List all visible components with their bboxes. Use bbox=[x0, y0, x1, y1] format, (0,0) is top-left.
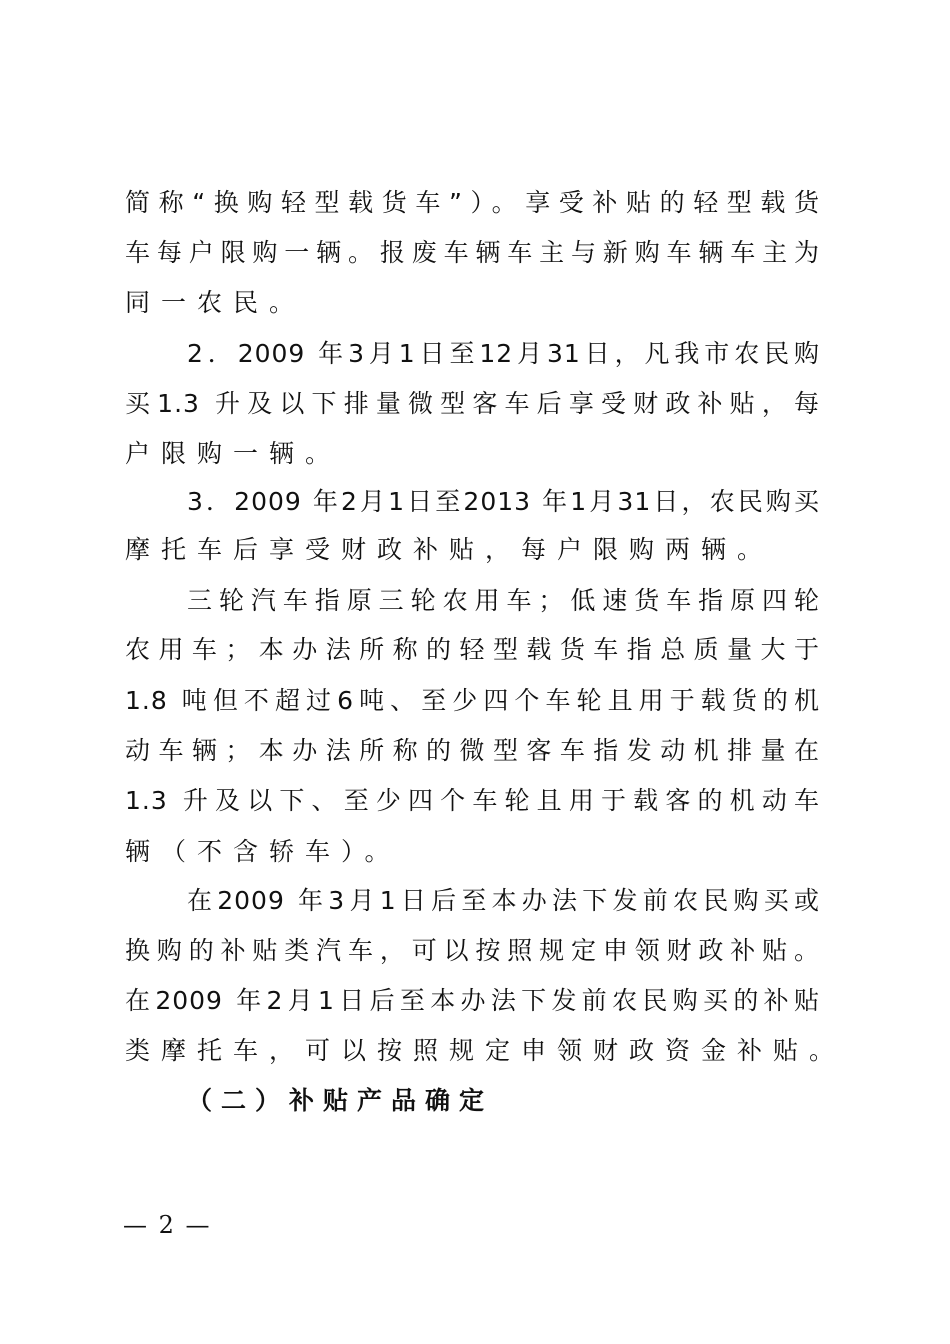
text-line: 在2009 年3月1日后至本办法下发前农民购买或 bbox=[187, 886, 820, 915]
text-line: 同一农民。 bbox=[125, 288, 306, 317]
text-line: 3．2009 年2月1日至2013 年1月31日，农民购买 bbox=[187, 487, 820, 516]
text-line: 三轮汽车指原三轮农用车；低速货车指原四轮 bbox=[187, 586, 820, 615]
text-line: 车每户限购一辆。报废车辆车主与新购车辆车主为 bbox=[125, 238, 820, 267]
text-line: 换购的补贴类汽车，可以按照规定申领财政补贴。 bbox=[125, 936, 820, 965]
text-line: 买1.3 升及以下排量微型客车后享受财政补贴，每 bbox=[125, 389, 820, 418]
text-line: 1.3 升及以下、至少四个车轮且用于载客的机动车 bbox=[125, 786, 820, 815]
text-line: 辆（不含轿车）。 bbox=[125, 837, 401, 866]
text-line: 1.8 吨但不超过6吨、至少四个车轮且用于载货的机 bbox=[125, 686, 820, 715]
section-heading: （二）补贴产品确定 bbox=[187, 1086, 494, 1115]
text-line: 户限购一辆。 bbox=[125, 439, 342, 468]
text-line: 2．2009 年3月1日至12月31日，凡我市农民购 bbox=[187, 339, 820, 368]
text-line: 摩托车后享受财政补贴，每户限购两辆。 bbox=[125, 535, 774, 564]
page-number: — 2 — bbox=[123, 1211, 212, 1239]
text-line: 农用车；本办法所称的轻型载货车指总质量大于 bbox=[125, 635, 820, 664]
text-line: 在2009 年2月1日后至本办法下发前农民购买的补贴 bbox=[125, 986, 820, 1015]
text-line: 动车辆；本办法所称的微型客车指发动机排量在 bbox=[125, 736, 820, 765]
text-line: 类摩托车，可以按照规定申领财政资金补贴。 bbox=[125, 1036, 846, 1065]
text-line: 简称“换购轻型载货车”）。享受补贴的轻型载货 bbox=[125, 188, 820, 217]
